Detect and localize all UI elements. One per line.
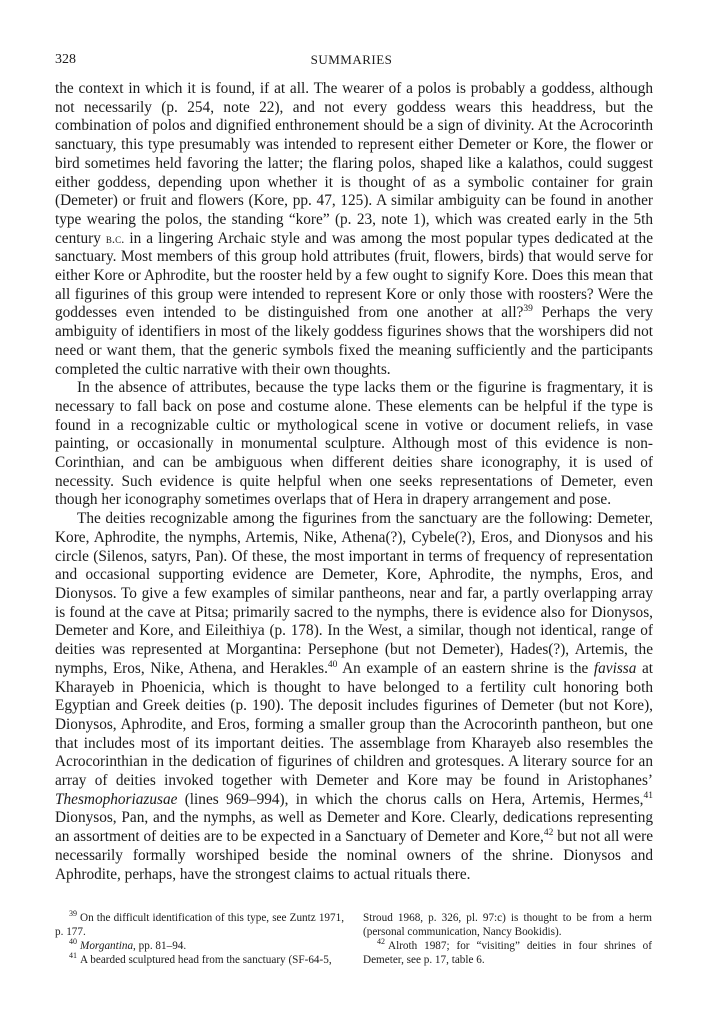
paragraph-1-text-c: Perhaps the very ambiguity of identifiers in most of the likely goddess figurines shows that the worshipers did not need or want them, that the generic symbols fixed the meaning sufficiently and the participants completed the cultic narrative with their own thoughts. — [55, 304, 653, 378]
footnote-41-continued: Stroud 1968, p. 326, pl. 97:c) is thought to be from a herm (personal communication, Nancy Bookidis). — [363, 912, 652, 938]
footnote-40-title: Morgantina — [80, 940, 134, 952]
footnote-40-text: , pp. 81–94. — [133, 940, 187, 952]
page-number: 328 — [55, 52, 76, 67]
footnote-42-number: 42 — [377, 937, 385, 947]
footnote-40-number: 40 — [69, 937, 77, 947]
paragraph-3 — [55, 510, 653, 884]
play-title: Thesmophoriazusae — [55, 790, 178, 808]
page-header — [55, 52, 648, 72]
footnote-39-number: 39 — [69, 909, 77, 919]
paragraph-3-text-e: Dionysos, Pan, and the nymphs, as well as Demeter and Kore. Clearly, dedications representing an assortment of deities are to be expected in a Sanctuary of Demeter and Kore, — [55, 809, 653, 846]
paragraph-1 — [55, 80, 653, 379]
paragraph-2: In the absence of attributes, because the type lacks them or the figurine is fragmentary, it is necessary to fall back on pose and costume alone. These elements can be helpful if the type is found in a recognizable cultic or mythological scene in votive or document reliefs, in vase painting, or occasionally in monumental sculpture. Although most of this evidence is non-Corinthian, and can be ambiguous when different deities share iconography, it is used of necessity. Such evidence is quite helpful when one seeks representations of Demeter, even though her iconography sometimes overlaps that of Hera in drapery arrangement and pose. — [55, 379, 653, 509]
main-text — [55, 80, 653, 884]
footnote-42 — [363, 939, 652, 967]
paragraph-3-text-f: but not all were necessarily formally worshiped beside the nominal owners of the shrine. Dionysos and Aphrodite, perhaps, have the strongest claims to actual rituals there. — [55, 828, 653, 883]
footnote-ref-40: 40 — [327, 659, 338, 670]
footnote-ref-42: 42 — [543, 828, 554, 839]
bc-abbreviation: b.c. — [105, 230, 125, 246]
paragraph-3-text-b: An example of an eastern shrine is the — [337, 659, 594, 677]
paragraph-3-text-a: The deities recognizable among the figurines from the sanctuary are the following: Demeter, Kore, Aphrodite, the nymphs, Artemis, Nike, Athena(?), Cybele(?), Eros, and Dionysos and his circle (Silenos, satyrs, Pan). Of these, the most important in terms of frequency of representation and occasional supporting evidence are Demeter, Kore, Aphrodite, the nymphs, Eros, and Dionysos. To give a few examples of similar pantheons, near and far, a partly overlapping array is found at the cave at Pitsa; primarily sacred to the nymphs, there is evidence also for Dionysos, Demeter and Kore, and Eileithiya (p. 178). In the West, a similar, though not identical, range of deities was represented at Morgantina: Persephone (but not Demeter), Hades(?), Artemis, the nymphs, Eros, Nike, Athena, and Herakles. — [55, 510, 653, 677]
paragraph-1-text-b: in a lingering Archaic style and was among the most popular types dedicated at the sanctuary. Most members of this group hold attributes (fruit, flowers, birds) that would serve for either Kore or Aphrodite, but the rooster held by a few ought to signify Kore. Does this mean that all figurines of this group were intended to represent Kore or only those with roosters? Were the goddesses even intended to be distinguished from one another at all? — [55, 229, 653, 322]
footnote-41-text: A bearded sculptured head from the sanctuary (SF-64-5, — [80, 954, 332, 966]
favissa-term: favissa — [593, 659, 637, 677]
paragraph-1-text-a: the context in which it is found, if at all. The wearer of a polos is probably a goddess, although not necessarily (p. 254, note 22), and not every goddess wears this headdress, but the combination of polos and dignified enthronement should be a sign of divinity. At the Acrocorinth sanctuary, this type presumably was intended to represent either Demeter or Kore, the flower or bird sometimes held favoring the latter; the flaring polos, shaped like a kalathos, could suggest either goddess, depending upon whether it is thought of as a symbolic container for grain (Demeter) or fruit and flowers (Kore, pp. 47, 125). A similar ambiguity can be found in another type wearing the polos, the standing “kore” (p. 23, note 1), which was created early in the 5th century — [55, 80, 653, 247]
footnote-42-text: Alroth 1987; for “visiting” deities in four shrines of Demeter, see p. 17, table 6. — [363, 940, 652, 966]
footnote-39 — [55, 911, 344, 939]
footnote-41-number: 41 — [69, 951, 77, 961]
footnote-41 — [55, 953, 344, 967]
paragraph-3-text-d: (lines 969–994), in which the chorus calls on Hera, Artemis, Hermes, — [177, 790, 644, 808]
footnote-39-text: On the difficult identification of this type, see Zuntz 1971, p. 177. — [55, 912, 344, 938]
footnote-40 — [55, 939, 344, 953]
footnotes-left-column — [55, 911, 344, 967]
running-head: SUMMARIES — [310, 52, 393, 67]
footnote-ref-41: 41 — [643, 790, 653, 801]
footnote-ref-39: 39 — [523, 304, 533, 315]
footnotes-right-column — [363, 911, 652, 967]
paragraph-3-text-c: at Kharayeb in Phoenicia, which is thought to have belonged to a fertility cult honoring both Egyptian and Greek deities (p. 190). The deposit includes figurines of Demeter (but not Kore), Dionysos, Aphrodite, and Eros, forming a smaller group than the Acrocorinth pantheon, but one that includes most of its important deities. The assemblage from Kharayeb also resembles the Acrocorinthian in the dedication of figurines of children and grotesques. A literary source for an array of deities invoked together with Demeter and Kore may be found in Aristophanes’ — [55, 659, 653, 790]
